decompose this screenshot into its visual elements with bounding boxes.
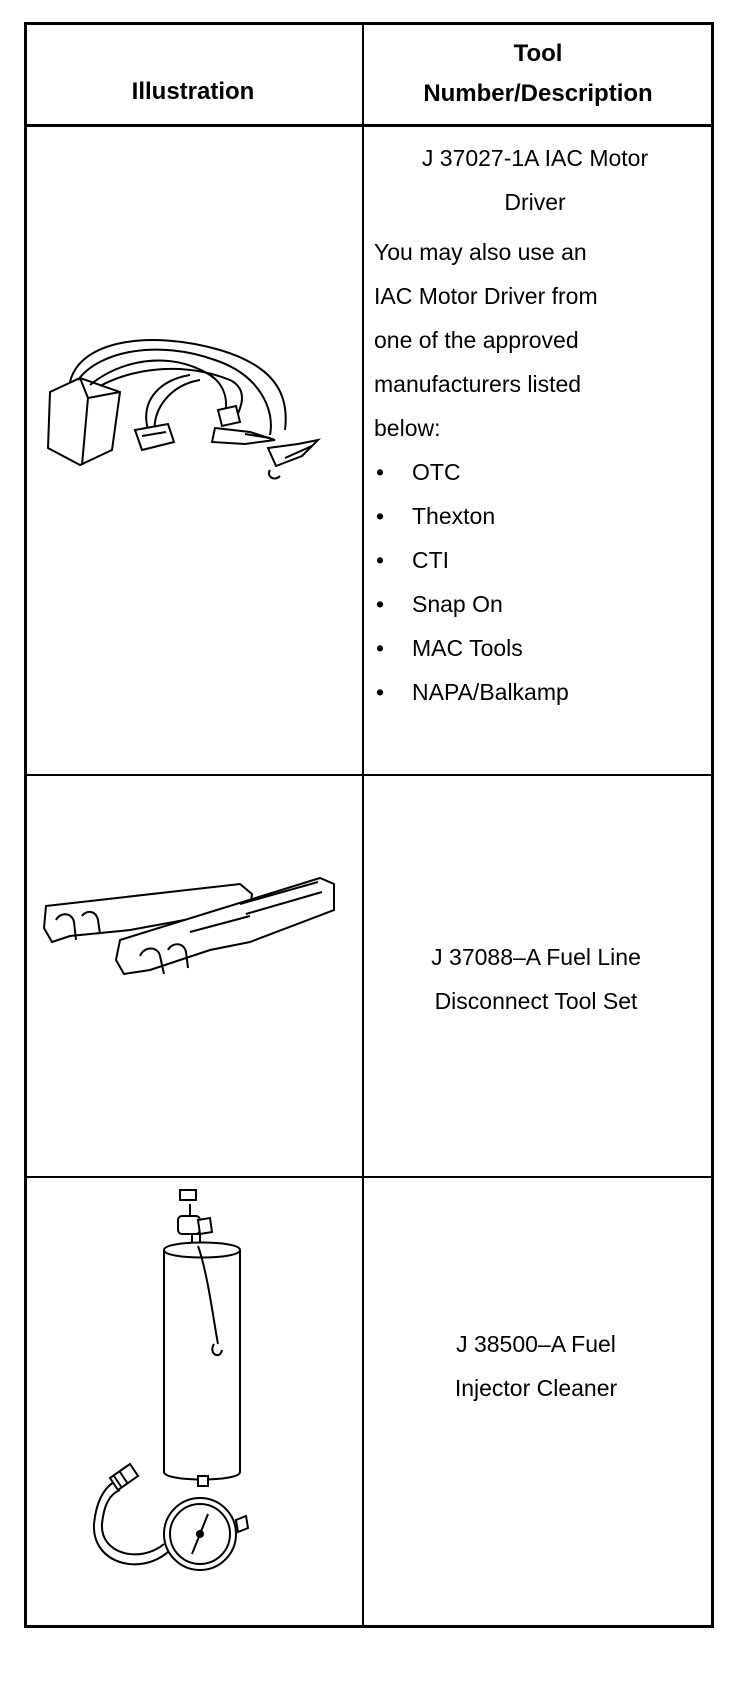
row3-description: [362, 1322, 710, 1410]
row1-title-line1: J 37027-1A IAC Motor: [421, 145, 649, 171]
bullet-icon: •: [376, 547, 385, 573]
row1-para-line: one of the approved: [374, 327, 579, 353]
bullet-icon: •: [376, 679, 385, 705]
row1-paragraph: [370, 230, 700, 450]
row3-title-line2: Injector Cleaner: [454, 1375, 618, 1401]
list-item-label: Thexton: [412, 503, 496, 529]
row1-title: [370, 136, 700, 224]
list-item: [374, 670, 700, 714]
list-item: [374, 582, 700, 626]
bullet-icon: •: [376, 503, 385, 529]
list-item: [374, 494, 700, 538]
row3-title: [362, 1322, 710, 1410]
list-item-label: NAPA/Balkamp: [412, 679, 569, 705]
row1-para-line: below:: [374, 415, 441, 441]
table-border-left: [24, 22, 27, 1628]
header-tool-line2: Number/Description: [423, 80, 653, 107]
bullet-icon: •: [376, 635, 385, 661]
table-border-bottom: [24, 1625, 714, 1628]
header-tool-number-description: [364, 34, 712, 114]
row2-description: [362, 935, 710, 1023]
header-tool-line1: Tool: [513, 40, 563, 67]
row3-title-line1: J 38500–A Fuel: [456, 1331, 616, 1357]
header-illustration: Illustration: [131, 78, 255, 105]
fuel-line-disconnect-tool-illustration: [40, 870, 340, 990]
list-item-label: OTC: [412, 459, 461, 485]
row1-para-line: You may also use an: [374, 239, 587, 265]
table-border-right: [711, 22, 714, 1628]
bullet-icon: •: [376, 459, 385, 485]
list-item-label: CTI: [412, 547, 450, 573]
bullet-icon: •: [376, 591, 385, 617]
table-border-top: [24, 22, 714, 25]
row1-para-line: manufacturers listed: [374, 371, 582, 397]
row2-title-line2: Disconnect Tool Set: [434, 988, 638, 1014]
list-item-label: Snap On: [412, 591, 503, 617]
row-divider-1: [24, 774, 714, 776]
row1-title-line2: Driver: [504, 189, 566, 215]
row1-para-line: IAC Motor Driver from: [374, 283, 598, 309]
row2-title-line1: J 37088–A Fuel Line: [431, 944, 641, 970]
manufacturer-list: [370, 450, 700, 714]
fuel-injector-cleaner-illustration: [80, 1184, 300, 1584]
list-item-label: MAC Tools: [412, 635, 523, 661]
list-item: [374, 450, 700, 494]
header-divider: [24, 124, 714, 127]
row1-description: [370, 136, 700, 714]
list-item: [374, 626, 700, 670]
row2-title: [362, 935, 710, 1023]
list-item: [374, 538, 700, 582]
iac-motor-driver-illustration: [40, 320, 340, 510]
row-divider-2: [24, 1176, 714, 1178]
